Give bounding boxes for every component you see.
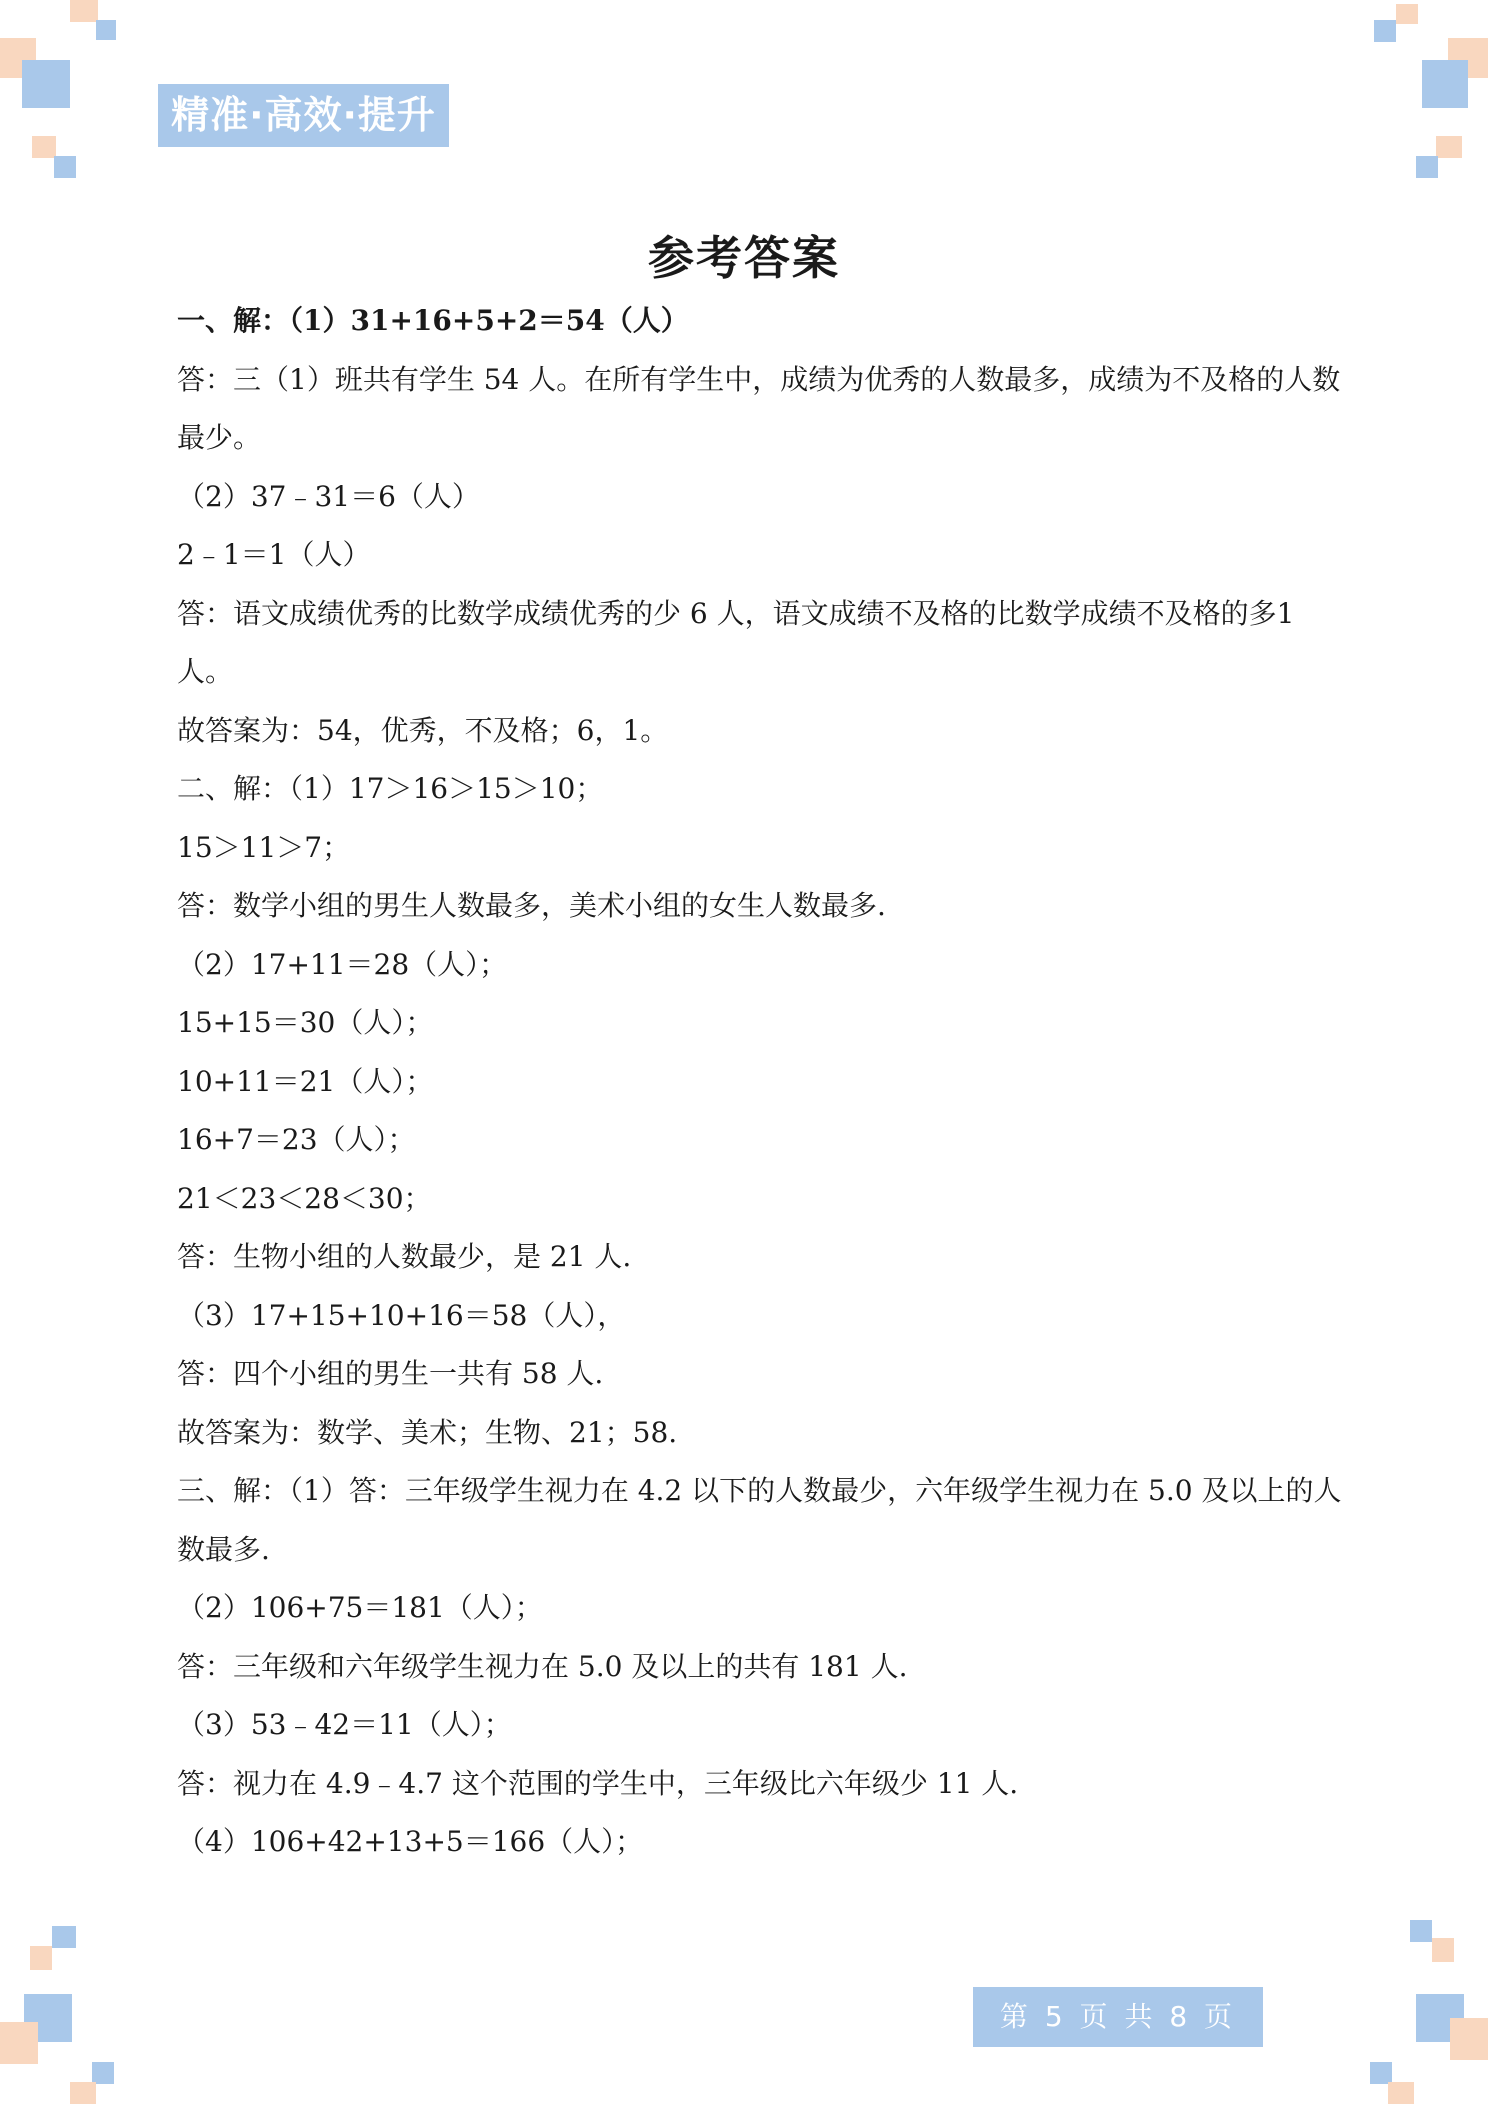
section-two-line: 二、解：（1）17＞16＞15＞10； <box>177 772 604 805</box>
page-number-footer: 第 5 页 共 8 页 <box>973 1987 1263 2047</box>
answer-line: 答：三（1）班共有学生 54 人。在所有学生中，成绩为优秀的人数最多，成绩为不及格的人数最少。 <box>177 362 1341 454</box>
calculation-line: 21＜23＜28＜30； <box>177 1181 432 1215</box>
answer-line: 答：视力在 4.9﹣4.7 这个范围的学生中，三年级比六年级少 11 人. <box>177 1766 1019 1800</box>
conclusion-line: 故答案为：数学、美术；生物、21；58. <box>177 1415 678 1449</box>
calculation-line: 10+11＝21（人）； <box>177 1064 434 1098</box>
page-title: 参考答案 <box>648 231 840 285</box>
answer-line: 答：数学小组的男生人数最多，美术小组的女生人数最多. <box>177 889 886 922</box>
calculation-line: 15＞11＞7； <box>177 830 351 864</box>
calculation-line: （2）106+75＝181（人）； <box>177 1591 543 1624</box>
calculation-line: 15+15＝30（人）； <box>177 1006 434 1039</box>
conclusion-line: 故答案为：54，优秀，不及格；6，1。 <box>177 713 669 747</box>
calculation-line: （3）17+15+10+16＝58（人）， <box>177 1298 626 1332</box>
answer-line: 答：语文成绩优秀的比数学成绩优秀的少 6 人，语文成绩不及格的比数学成绩不及格的多1 人。 <box>177 596 1295 688</box>
section-three-line: 三、解：（1）答：三年级学生视力在 4.2 以下的人数最少，六年级学生视力在 5.0 及以上的人数最多. <box>177 1474 1342 1566</box>
calculation-line: （2）37﹣31＝6（人） <box>177 479 480 513</box>
header-banner: 精准·高效·提升 <box>158 84 449 147</box>
calculation-line: （3）53﹣42＝11（人）； <box>177 1708 512 1741</box>
answer-line: 答：生物小组的人数最少，是 21 人. <box>177 1240 632 1273</box>
section-one-line: 一、解：（1）31+16+5+2＝54（人） <box>177 304 689 337</box>
calculation-line: 2﹣1＝1（人） <box>177 538 371 571</box>
answer-line: 答：三年级和六年级学生视力在 5.0 及以上的共有 181 人. <box>177 1649 908 1683</box>
calculation-line: （4）106+42+13+5＝166（人）； <box>177 1825 644 1858</box>
calculation-line: （2）17+11＝28（人）； <box>177 947 508 981</box>
calculation-line: 16+7＝23（人）； <box>177 1123 416 1156</box>
answer-content <box>177 292 1352 1872</box>
answer-line: 答：四个小组的男生一共有 58 人. <box>177 1357 604 1390</box>
